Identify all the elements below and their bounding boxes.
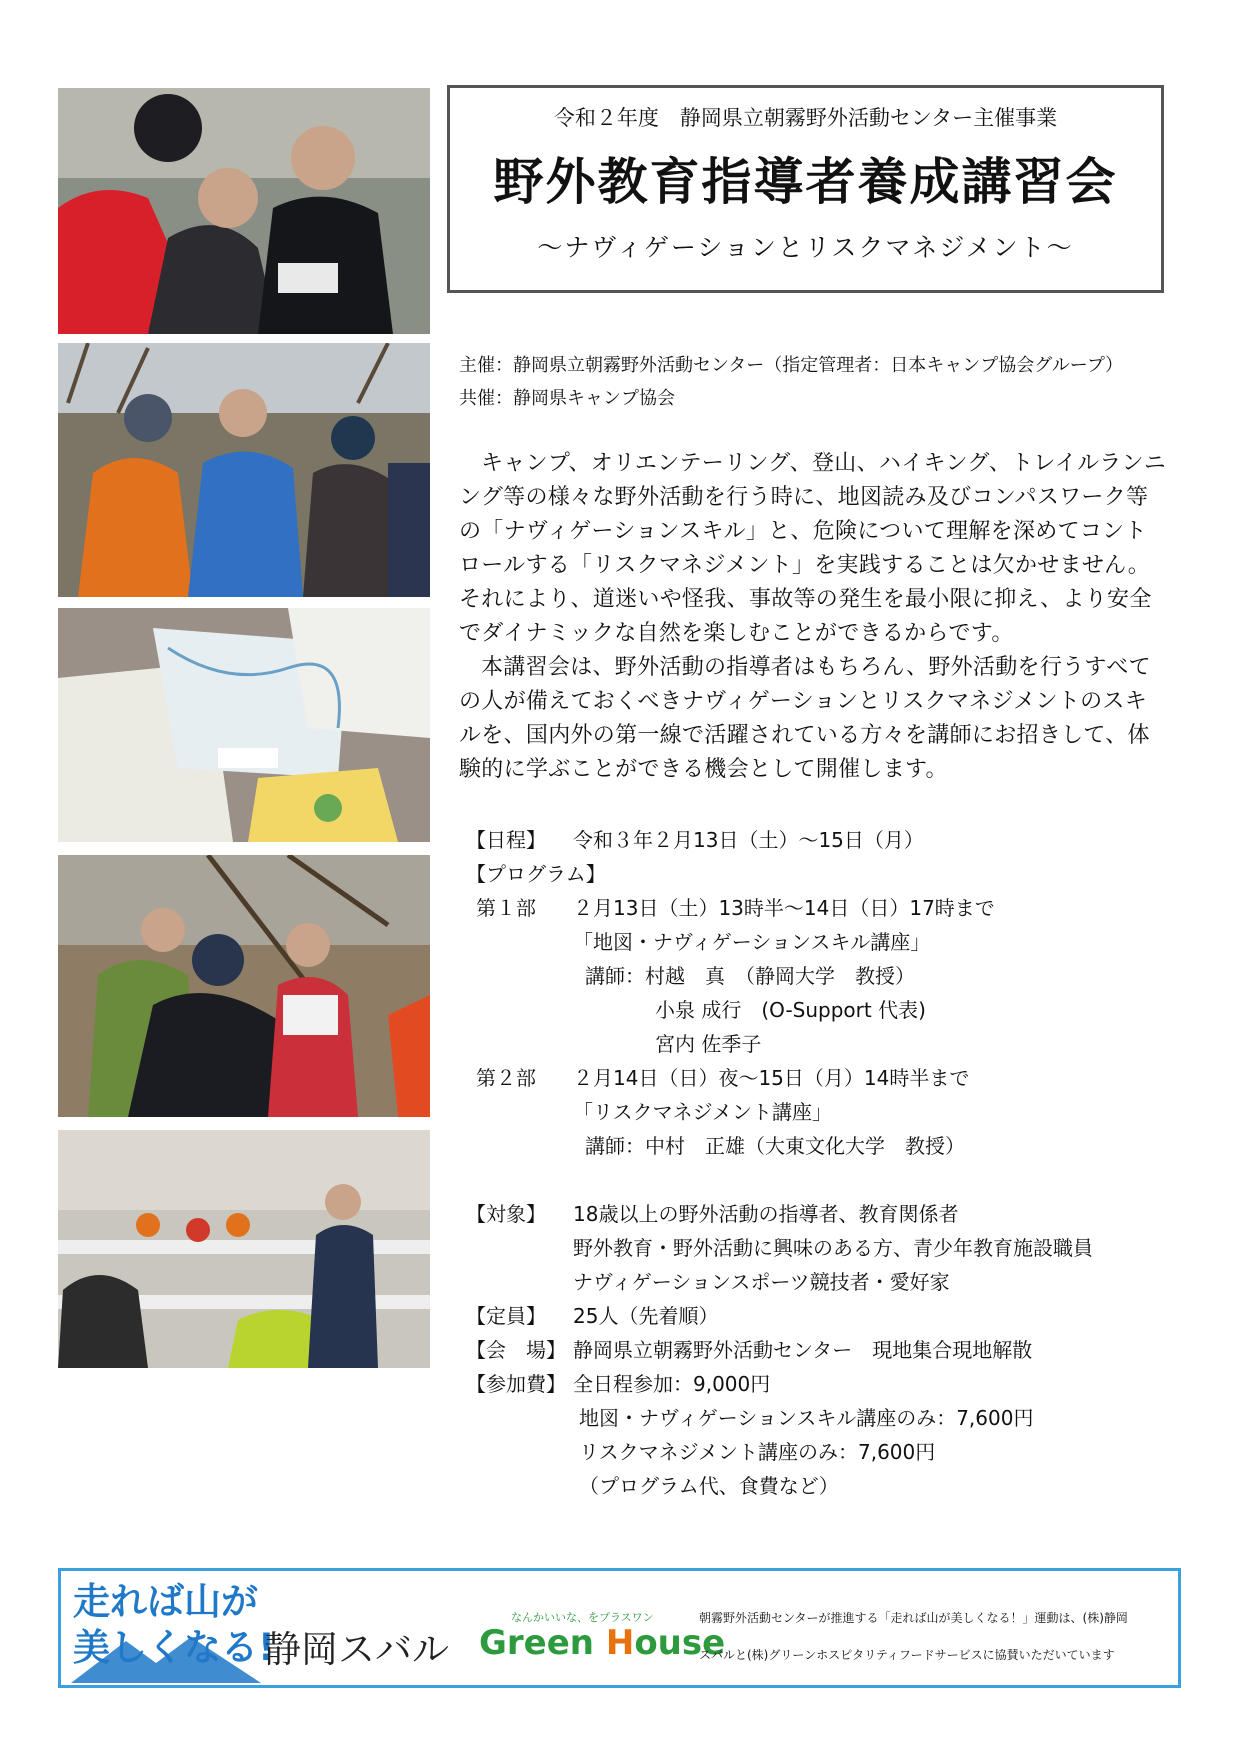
green-house-green: Green xyxy=(479,1623,594,1663)
sponsor-green-house xyxy=(479,1623,725,1663)
part1-label: 第１部 xyxy=(476,896,536,920)
schedule-value: 令和３年２月13日（土）～15日（月） xyxy=(573,828,924,852)
program-label: 【プログラム】 xyxy=(466,862,606,886)
host-organizer: 主催：静岡県立朝霧野外活動センター（指定管理者：日本キャンプ協会グループ） xyxy=(459,355,1124,376)
photo-map-reading-group xyxy=(58,88,430,334)
slogan-line-2: 美しくなる! xyxy=(73,1626,275,1669)
capacity-label: 【定員】 xyxy=(466,1304,546,1328)
sponsor-note-line-2: スバルと(株)グリーンホスピタリティフードサービスに協賛いただいています xyxy=(699,1648,1115,1662)
fee-label: 【参加費】 xyxy=(466,1372,566,1396)
fee-line-3: リスクマネジメント講座のみ：7,600円 xyxy=(579,1440,936,1464)
venue-label: 【会 場】 xyxy=(466,1338,566,1362)
green-house-h: H xyxy=(605,1623,635,1663)
green-house-ouse: ouse xyxy=(634,1623,726,1663)
part1-instructor-2: 小泉 成行 (O-Support 代表) xyxy=(655,998,926,1022)
photo-orienteering-maps xyxy=(58,608,430,842)
green-house-tagline: なんかいいな、をプラスワン xyxy=(511,1611,654,1624)
fee-line-1: 全日程参加：9,000円 xyxy=(573,1372,771,1396)
photo-field-navigation xyxy=(58,855,430,1117)
event-subtitle: 令和２年度 静岡県立朝霧野外活動センター主催事業 xyxy=(553,106,1058,130)
target-line-3: ナヴィゲーションスポーツ競技者・愛好家 xyxy=(573,1270,950,1294)
target-line-2: 野外教育・野外活動に興味のある方、青少年教育施設職員 xyxy=(573,1236,1093,1260)
intro-paragraph-1: キャンプ、オリエンテーリング、登山、ハイキング、トレイルランニング等の様々な野外活動を行う時に、地図読み及びコンパスワーク等の「ナヴィゲーションスキル」と、危険について理解を深めてコントロールする「リスクマネジメント」を実践することは欠かせません。それにより、道迷いや怪我、事故等の発生を最小限に抑え、より安全でダイナミックな自然を楽しむことができるからです。 xyxy=(459,451,1167,646)
part1-instructor-1: 講師：村越 真 （静岡大学 教授） xyxy=(585,964,915,988)
part1-time: ２月13日（土）13時半～14日（日）17時まで xyxy=(573,896,995,920)
intro-text xyxy=(459,447,1167,787)
photo-classroom-lecture xyxy=(58,1130,430,1368)
sponsor-note-line-1: 朝霧野外活動センターが推進する「走れば山が美しくなる！」運動は、(株)静岡 xyxy=(699,1611,1128,1625)
part2-label: 第２部 xyxy=(476,1066,536,1090)
capacity-value: 25人（先着順） xyxy=(573,1304,719,1328)
part2-time: ２月14日（日）夜～15日（月）14時半まで xyxy=(573,1066,970,1090)
intro-paragraph-2: 本講習会は、野外活動の指導者はもちろん、野外活動を行うすべての人が備えておくべきナヴィゲーションとリスクマネジメントのスキルを、国内外の第一線で活躍されている方々を講師にお招きして、体験的に学ぶことができる機会として開催します。 xyxy=(459,655,1151,782)
fee-line-4: （プログラム代、食費など） xyxy=(579,1474,839,1498)
photo-outdoor-instruction xyxy=(58,343,430,597)
part1-title: 「地図・ナヴィゲーションスキル講座」 xyxy=(573,930,931,954)
slogan-line-1: 走れば山が xyxy=(73,1580,258,1623)
cohost-organizer: 共催：静岡県キャンプ協会 xyxy=(459,388,675,409)
target-line-1: 18歳以上の野外活動の指導者、教育関係者 xyxy=(573,1202,959,1226)
title-box xyxy=(447,85,1164,293)
campaign-slogan xyxy=(73,1579,275,1671)
event-tagline: ～ナヴィゲーションとリスクマネジメント～ xyxy=(537,233,1074,262)
sponsor-shizuoka-subaru: 静岡スバル xyxy=(264,1628,449,1671)
part2-title: 「リスクマネジメント講座」 xyxy=(573,1100,832,1124)
target-label: 【対象】 xyxy=(466,1202,546,1226)
fee-line-2: 地図・ナヴィゲーションスキル講座のみ：7,600円 xyxy=(579,1406,1034,1430)
schedule-label: 【日程】 xyxy=(466,828,546,852)
part2-instructor: 講師：中村 正雄（大東文化大学 教授） xyxy=(585,1134,965,1158)
sponsor-banner xyxy=(58,1568,1181,1688)
part1-instructor-3: 宮内 佐季子 xyxy=(655,1032,762,1056)
venue-value: 静岡県立朝霧野外活動センター 現地集合現地解散 xyxy=(573,1338,1033,1362)
event-title: 野外教育指導者養成講習会 xyxy=(493,153,1118,211)
